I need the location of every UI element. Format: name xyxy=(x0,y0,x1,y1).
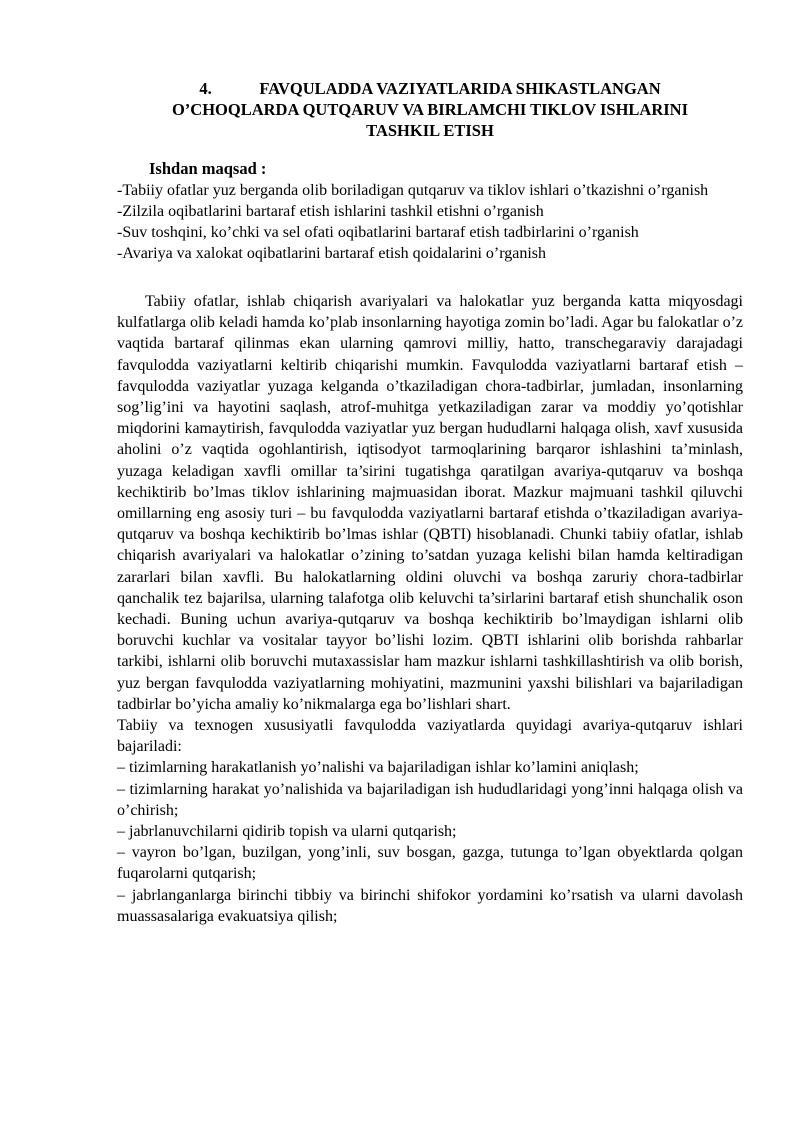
goal-item: -Avariya va xalokat oqibatlarini bartaraf etish qoidalarini o’rganish xyxy=(117,245,547,262)
title-line-1: 4. FAVQULADDA VAZIYATLARIDA SHIKASTLANGAN xyxy=(199,79,661,98)
list-intro: Tabiiy va texnogen xususiyatli favqulodda vaziyatlarda quyidagi avariya-qutqaruv ishlari bajariladi: xyxy=(117,717,743,756)
title-line-3: TASHKIL ETISH xyxy=(366,121,494,140)
goal-item: -Zilzila oqibatlarini bartaraf etish ishlarini tashkil etishni o’rganish xyxy=(117,203,544,220)
title-line-2: O’CHOQLARDA QUTQARUV VA BIRLAMCHI TIKLOV ISHLARINI xyxy=(171,100,689,119)
section-number: 4. xyxy=(199,79,212,98)
list-item: – jabrlanuvchilarni qidirib topish va ularni qutqarish; xyxy=(117,823,457,841)
section-title xyxy=(117,78,743,141)
list-item: – tizimlarning harakatlanish yo’nalishi va bajariladigan ishlar ko’lamini aniqlash; xyxy=(117,759,639,777)
goal-item: -Tabiiy ofatlar yuz berganda olib boriladigan qutqaruv va tiklov ishlari o’tkazishni o’rganish xyxy=(117,182,709,199)
goal-item: -Suv toshqini, ko’chki va sel ofati oqibatlarini bartaraf etish tadbirlarini o’rganish xyxy=(117,224,639,241)
list-item: – jabrlanganlarga birinchi tibbiy va birinchi shifokor yordamini ko’rsatish va ularni davolash muassasalariga evakuatsiya qilish; xyxy=(117,886,743,925)
list-item: – vayron bo’lgan, buzilgan, yong’inli, suv bosgan, gazga, tutunga to’lgan obyektlarda qolgan fuqarolarni qutqarish; xyxy=(117,844,743,883)
body-paragraph: Tabiiy ofatlar, ishlab chiqarish avariyalari va halokatlar yuz berganda katta miqyosdagi kulfatlarga olib keladi hamda ko’plab insonlarning hayotiga zomin bo’ladi. Agar bu falokatlar o’z vaqtida bartaraf qilinmas ekan ularning qamrovi milliy, hatto, transchegaraviy darajadagi favqulodda vaziyatlarni keltirib chiqarishi mumkin. Favqulodda vaziyatlarni bartaraf etish – favqulodda vaziyatlar yuzaga kelganda o’tkaziladigan chora-tadbirlar, jumladan, insonlarning sog’lig’ini va hayotini saqlash, atrof-muhitga yetkaziladigan zarar va moddiy yo’qotishlar miqdorini kamaytirish, favqulodda vaziyatlar yuz bergan hududlarni halqaga olish, xavf xususida aholini o’z vaqtida ogohlantirish, iqtisodyot tarmoqlarining barqaror ishlashini ta’minlash, yuzaga keladigan xavfli omillar ta’sirini tugatishga qaratilgan avariya-qutqaruv va boshqa kechiktirib bo’lmas tiklov ishlarining majmuasidan iborat. Mazkur majmuani tashkil qiluvchi omillarning eng asosiy turi – bu favqulodda vaziyatlarni bartaraf etishda o’tkaziladigan avariya-qutqaruv va boshqa kechiktirib bo’lmas ishlar (QBTI) hisoblanadi. Chunki tabiiy ofatlar, ishlab chiqarish avariyalari va halokatlar o’zining to’satdan yuzaga kelishi bilan hamda keltiradigan zararlari bilan xavfli. Bu halokatlarning oldini oluvchi va boshqa zaruriy chora-tadbirlar qanchalik tez bajarilsa, ularning talafotga olib keluvchi ta’sirlarini bartaraf etish shunchalik oson kechadi. Buning uchun avariya-qutqaruv va boshqa kechiktirib bo’lmaydigan ishlarni olib boruvchi kuchlar va vositalar tayyor bo’lishi lozim. QBTI ishlarini olib borishda rahbarlar tarkibi, ishlarni olib boruvchi mutaxassislar ham mazkur ishlarni tashkillashtirish va olib borish, yuz bergan favqulodda vaziyatlarning mohiyatini, mazmunini yaxshi bilishlari va bajariladigan tadbirlar bo’yicha amaliy ko’nikmalarga ega bo’lishlari shart. xyxy=(117,293,743,713)
purpose-label: Ishdan maqsad : xyxy=(149,159,267,178)
document-page xyxy=(117,78,743,927)
list-item: – tizimlarning harakat yo’nalishida va bajariladigan ish hududlaridagi yong’inni halqaga olish va o’chirish; xyxy=(117,780,743,819)
